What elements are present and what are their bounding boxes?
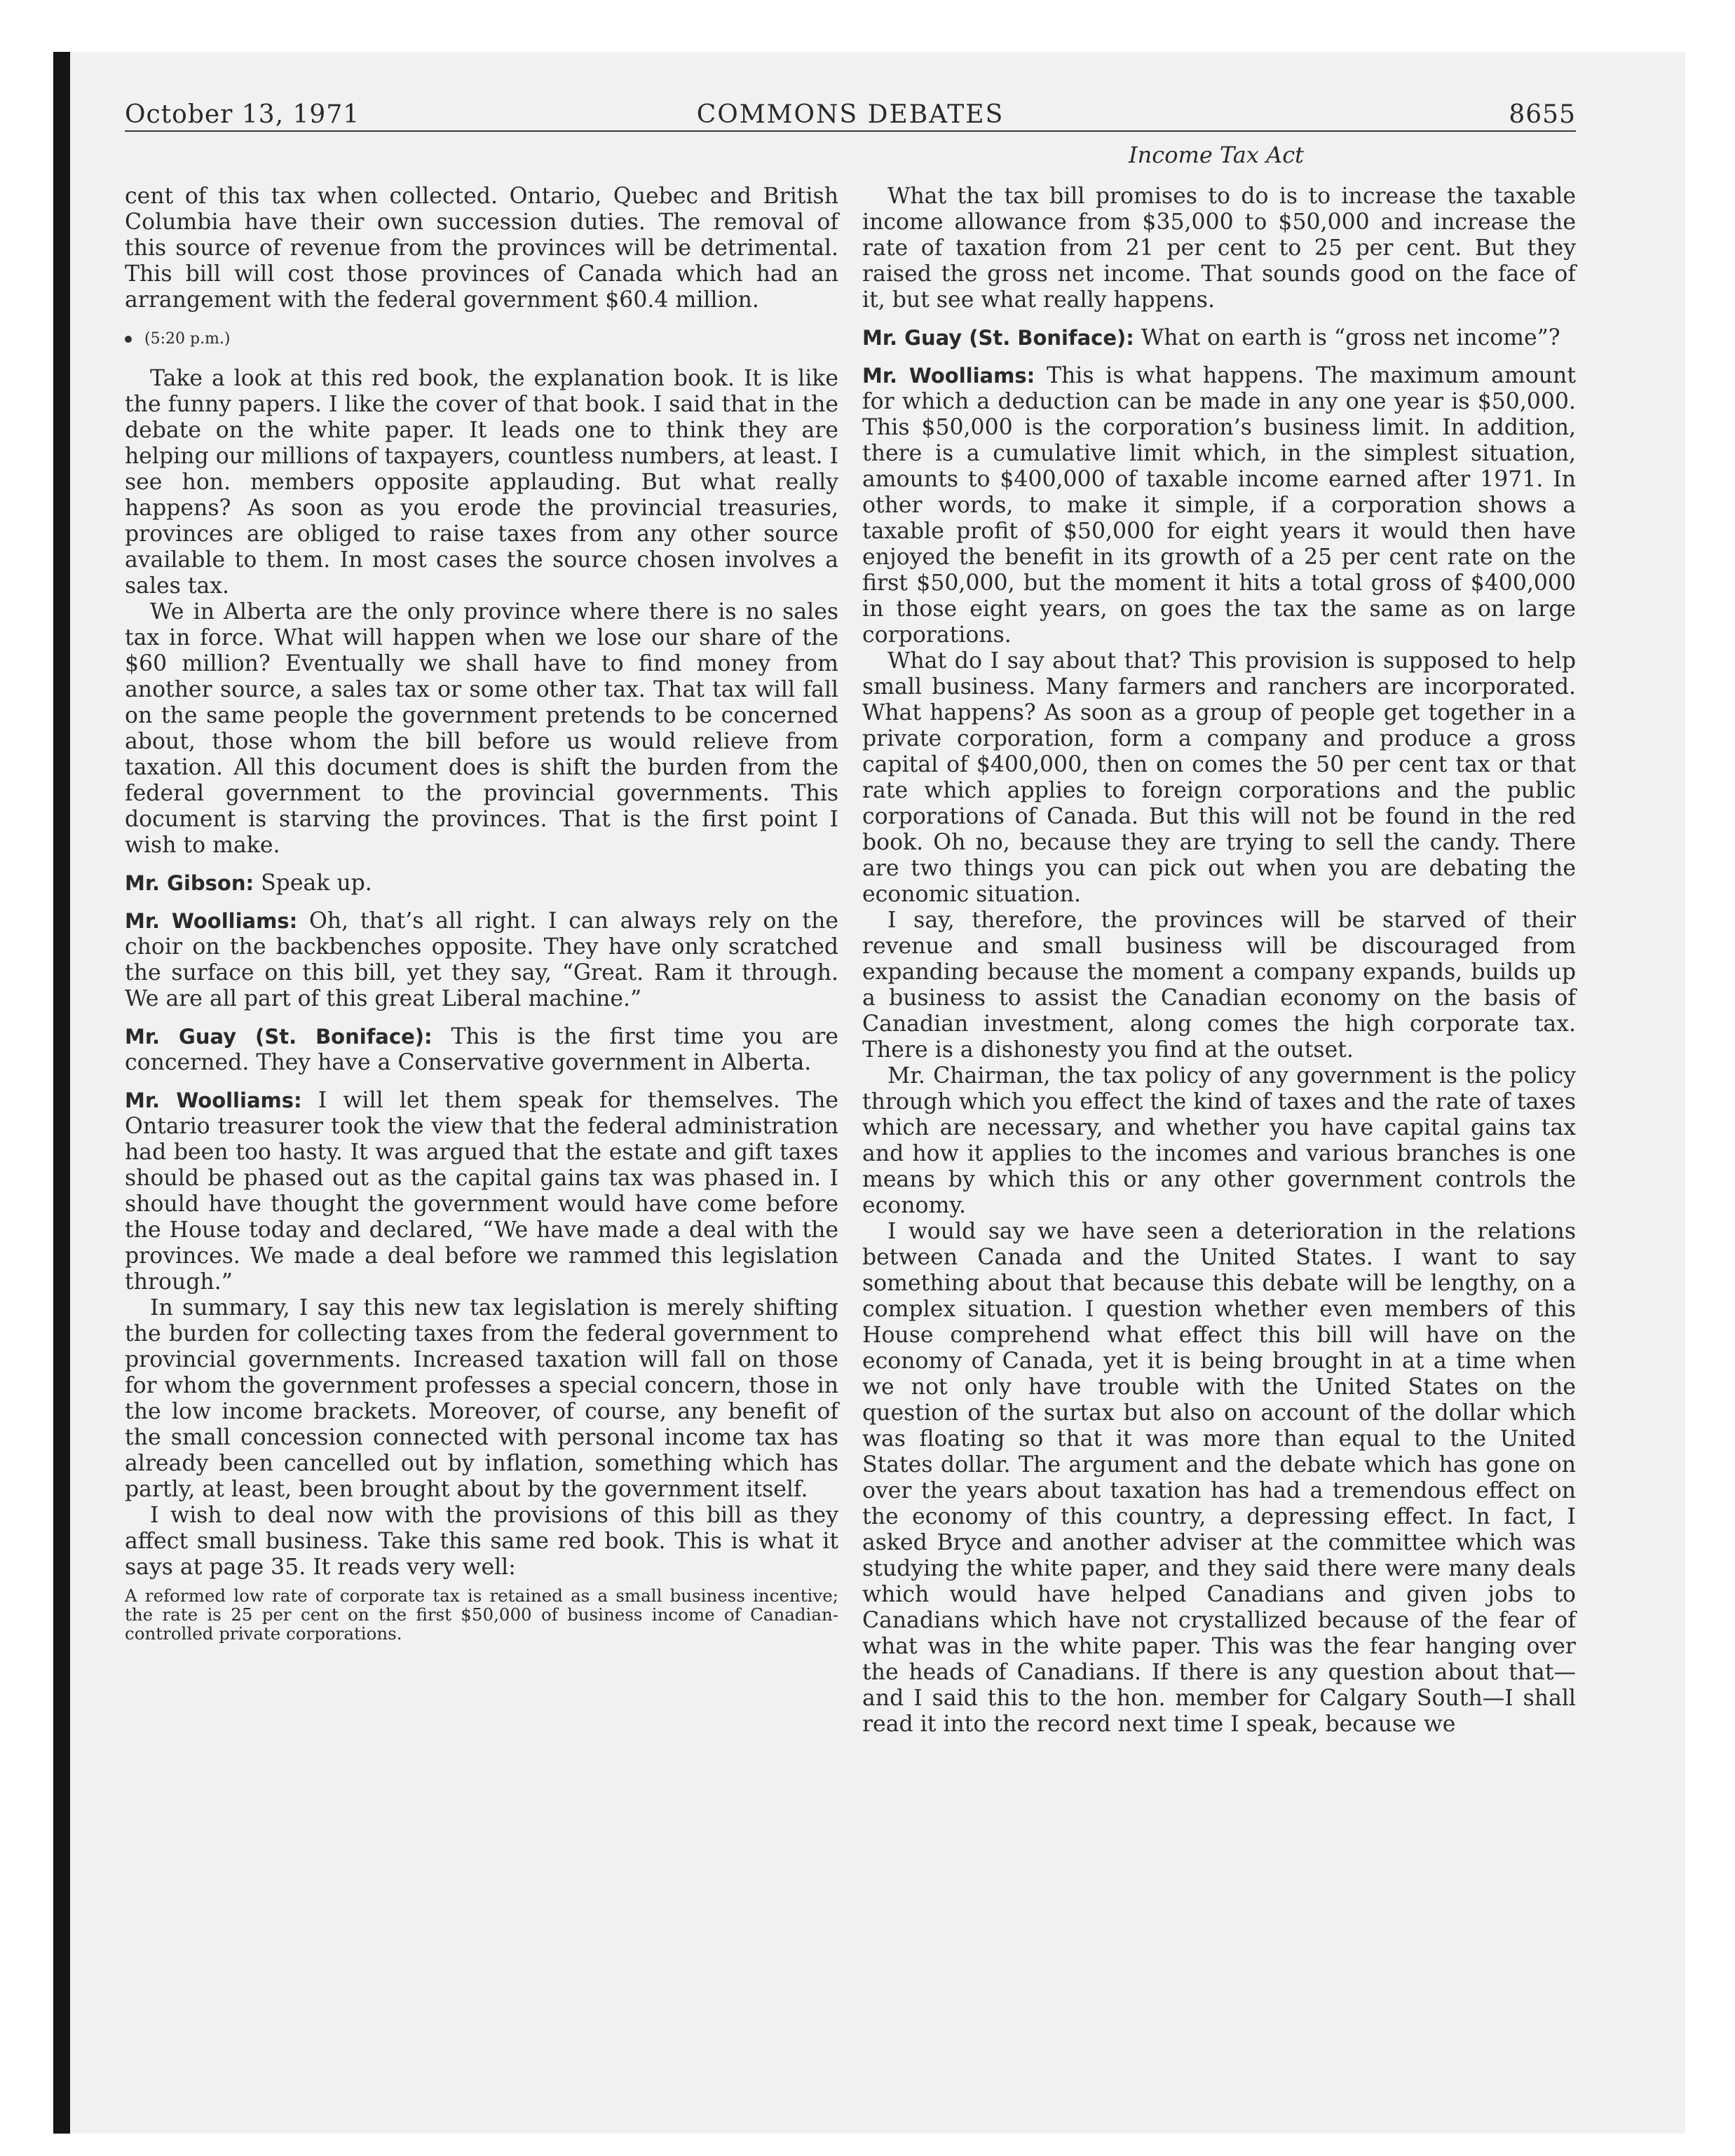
speech [125,908,838,1012]
speech [125,871,838,896]
speech [862,325,1576,351]
page-number: 8655 [1509,100,1576,129]
paragraph: I wish to deal now with the provisions of this bill as they affect small business. Take this same red book. This is what it says at page 35. It reads very well: [125,1503,838,1580]
bullet-icon [125,336,132,343]
speaker-name: Mr. Guay (St. Boniface): [862,326,1134,350]
header-title: COMMONS DEBATES [696,100,1005,129]
speech-text: This is what happens. The maximum amount for which a deduction can be made in any one year is $50,000. This $50,000 is the corporation’s business limit. In addition, there is a cumulative limit which, in the simplest situation, amounts to $400,000 of taxable income earned after 1971. In other words, to make it simple, if a corporation shows a taxable profit of $50,000 for eight years it would then have enjoyed the benefit in its growth of a 25 per cent rate on the first $50,000, but the moment it hits a total gross of $400,000 in those eight years, on goes the tax the same as on large corporations. [862,363,1576,648]
running-header [125,95,1576,132]
speaker-name: Mr. Guay (St. Boniface): [125,1025,433,1049]
paragraph: We in Alberta are the only province where there is no sales tax in force. What will happen when we lose our share of the $60 million? Eventually we shall have to find money from another source, a sales tax or some other tax. That tax will fall on the same people the government pretends to be concerned about, those whom the bill before us would relieve from taxation. All this document does is shift the burden from the federal government to the provincial governments. This document is starving the provinces. That is the first point I wish to make. [125,599,838,858]
speaker-name: Mr. Woolliams: [125,909,298,933]
paragraph: Mr. Chairman, the tax policy of any government is the policy through which you effect the kind of taxes and the rate of taxes which are necessary, and whether you have capital gains tax and how it applies to the incomes and various branches is one means by which this or any other government controls the economy. [862,1063,1576,1218]
time-marker [125,326,838,352]
speech-text: Speak up. [261,871,372,896]
block-quote: A reformed low rate of corporate tax is retained as a small business incentive; the rate is 25 per cent on the first $50,000 of business income of Canadian-controlled private corporations. [125,1585,838,1644]
paragraph: I say, therefore, the provinces will be starved of their revenue and small business will be discouraged from expanding because the moment a company expands, builds up a business to assist the Canadian economy on the basis of Canadian investment, along comes the high corporate tax. There is a dishonesty you find at the outset. [862,908,1576,1063]
paragraph: cent of this tax when collected. Ontario, Quebec and British Columbia have their own succession duties. The removal of this source of revenue from the provinces will be detrimental. This bill will cost those provinces of Canada which had an arrangement with the federal government $60.4 million. [125,184,838,313]
paragraph: I would say we have seen a deterioration in the relations between Canada and the United States. I want to say something about that because this debate will be lengthy, on a complex situation. I question whether even members of this House comprehend what effect this bill will have on the economy of Canada, yet it is being brought in at a time when we not only have trouble with the United States on the question of the surtax but also on account of the dollar which was floating so that it was more than equal to the United States dollar. The argument and the debate which has gone on over the years about taxation has had a tremendous effect on the economy of this country, a depressing effect. In fact, I asked Bryce and another adviser at the committee which was studying the white paper, and they said there were many deals which would have helped Canadians and given jobs to Canadians which have not crystallized because of the fear of what was in the white paper. This was the fear hanging over the heads of Canadians. If there is any question about that—and I said this to the hon. member for Calgary South—I shall read it into the record next time I speak, because we [862,1219,1576,1737]
paragraph: What do I say about that? This provision is supposed to help small business. Many farmers and ranchers are incorporated. What happens? As soon as a group of people get together in a private corporation, form a company and produce a gross capital of $400,000, then on comes the 50 per cent tax or that rate which applies to foreign corporations and the public corporations of Canada. But this will not be found in the red book. Oh no, because they are trying to sell the candy. There are two things you can pick out when you are debating the economic situation. [862,648,1576,907]
speech-text: Oh, that’s all right. I can always rely on the choir on the backbenches opposite. They have only scratched the surface on this bill, yet they say, “Great. Ram it through. We are all part of this great Liberal machine.” [125,908,839,1011]
speech [862,363,1576,648]
section-subhead: Income Tax Act [1129,142,1304,168]
binding-edge [53,52,70,2134]
speaker-name: Mr. Gibson: [125,871,254,895]
time-marker-text: (5:20 p.m.) [144,330,231,348]
speech-text: This is the first time you are concerned. They have a Conservative government in Alberta. [125,1024,839,1075]
paragraph: What the tax bill promises to do is to increase the taxable income allowance from $35,000 to $50,000 and increase the rate of taxation from 21 per cent to 25 per cent. But they raised the gross net income. That sounds good on the face of it, but see what really happens. [862,184,1576,313]
left-column [125,184,838,1643]
right-column [862,184,1576,1738]
speech-text: I will let them speak for themselves. The Ontario treasurer took the view that the federal administration had been too hasty. It was argued that the estate and gift taxes should be phased out as the capital gains tax was phased in. I should have thought the government would have come before the House today and declared, “We have made a deal with the provinces. We made a deal before we rammed this legislation through.” [125,1088,839,1295]
header-date: October 13, 1971 [125,100,360,129]
speaker-name: Mr. Woolliams: [862,364,1035,388]
speech [125,1088,838,1295]
paragraph: Take a look at this red book, the explanation book. It is like the funny papers. I like the cover of that book. I said that in the debate on the white paper. It leads one to think they are helping our millions of taxpayers, countless numbers, at least. I see hon. members opposite applauding. But what really happens? As soon as you erode the provincial treasuries, provinces are obliged to raise taxes from any other source available to them. In most cases the source chosen involves a sales tax. [125,366,838,599]
speech-text: What on earth is “gross net income”? [1141,325,1560,350]
speech [125,1024,838,1076]
speaker-name: Mr. Woolliams: [125,1089,302,1112]
paragraph: In summary, I say this new tax legislation is merely shifting the burden for collecting taxes from the federal government to provincial governments. Increased taxation will fall on those for whom the government professes a special concern, those in the low income brackets. Moreover, of course, any benefit of the small concession connected with personal income tax has already been cancelled out by inflation, something which has partly, at least, been brought about by the government itself. [125,1295,838,1502]
